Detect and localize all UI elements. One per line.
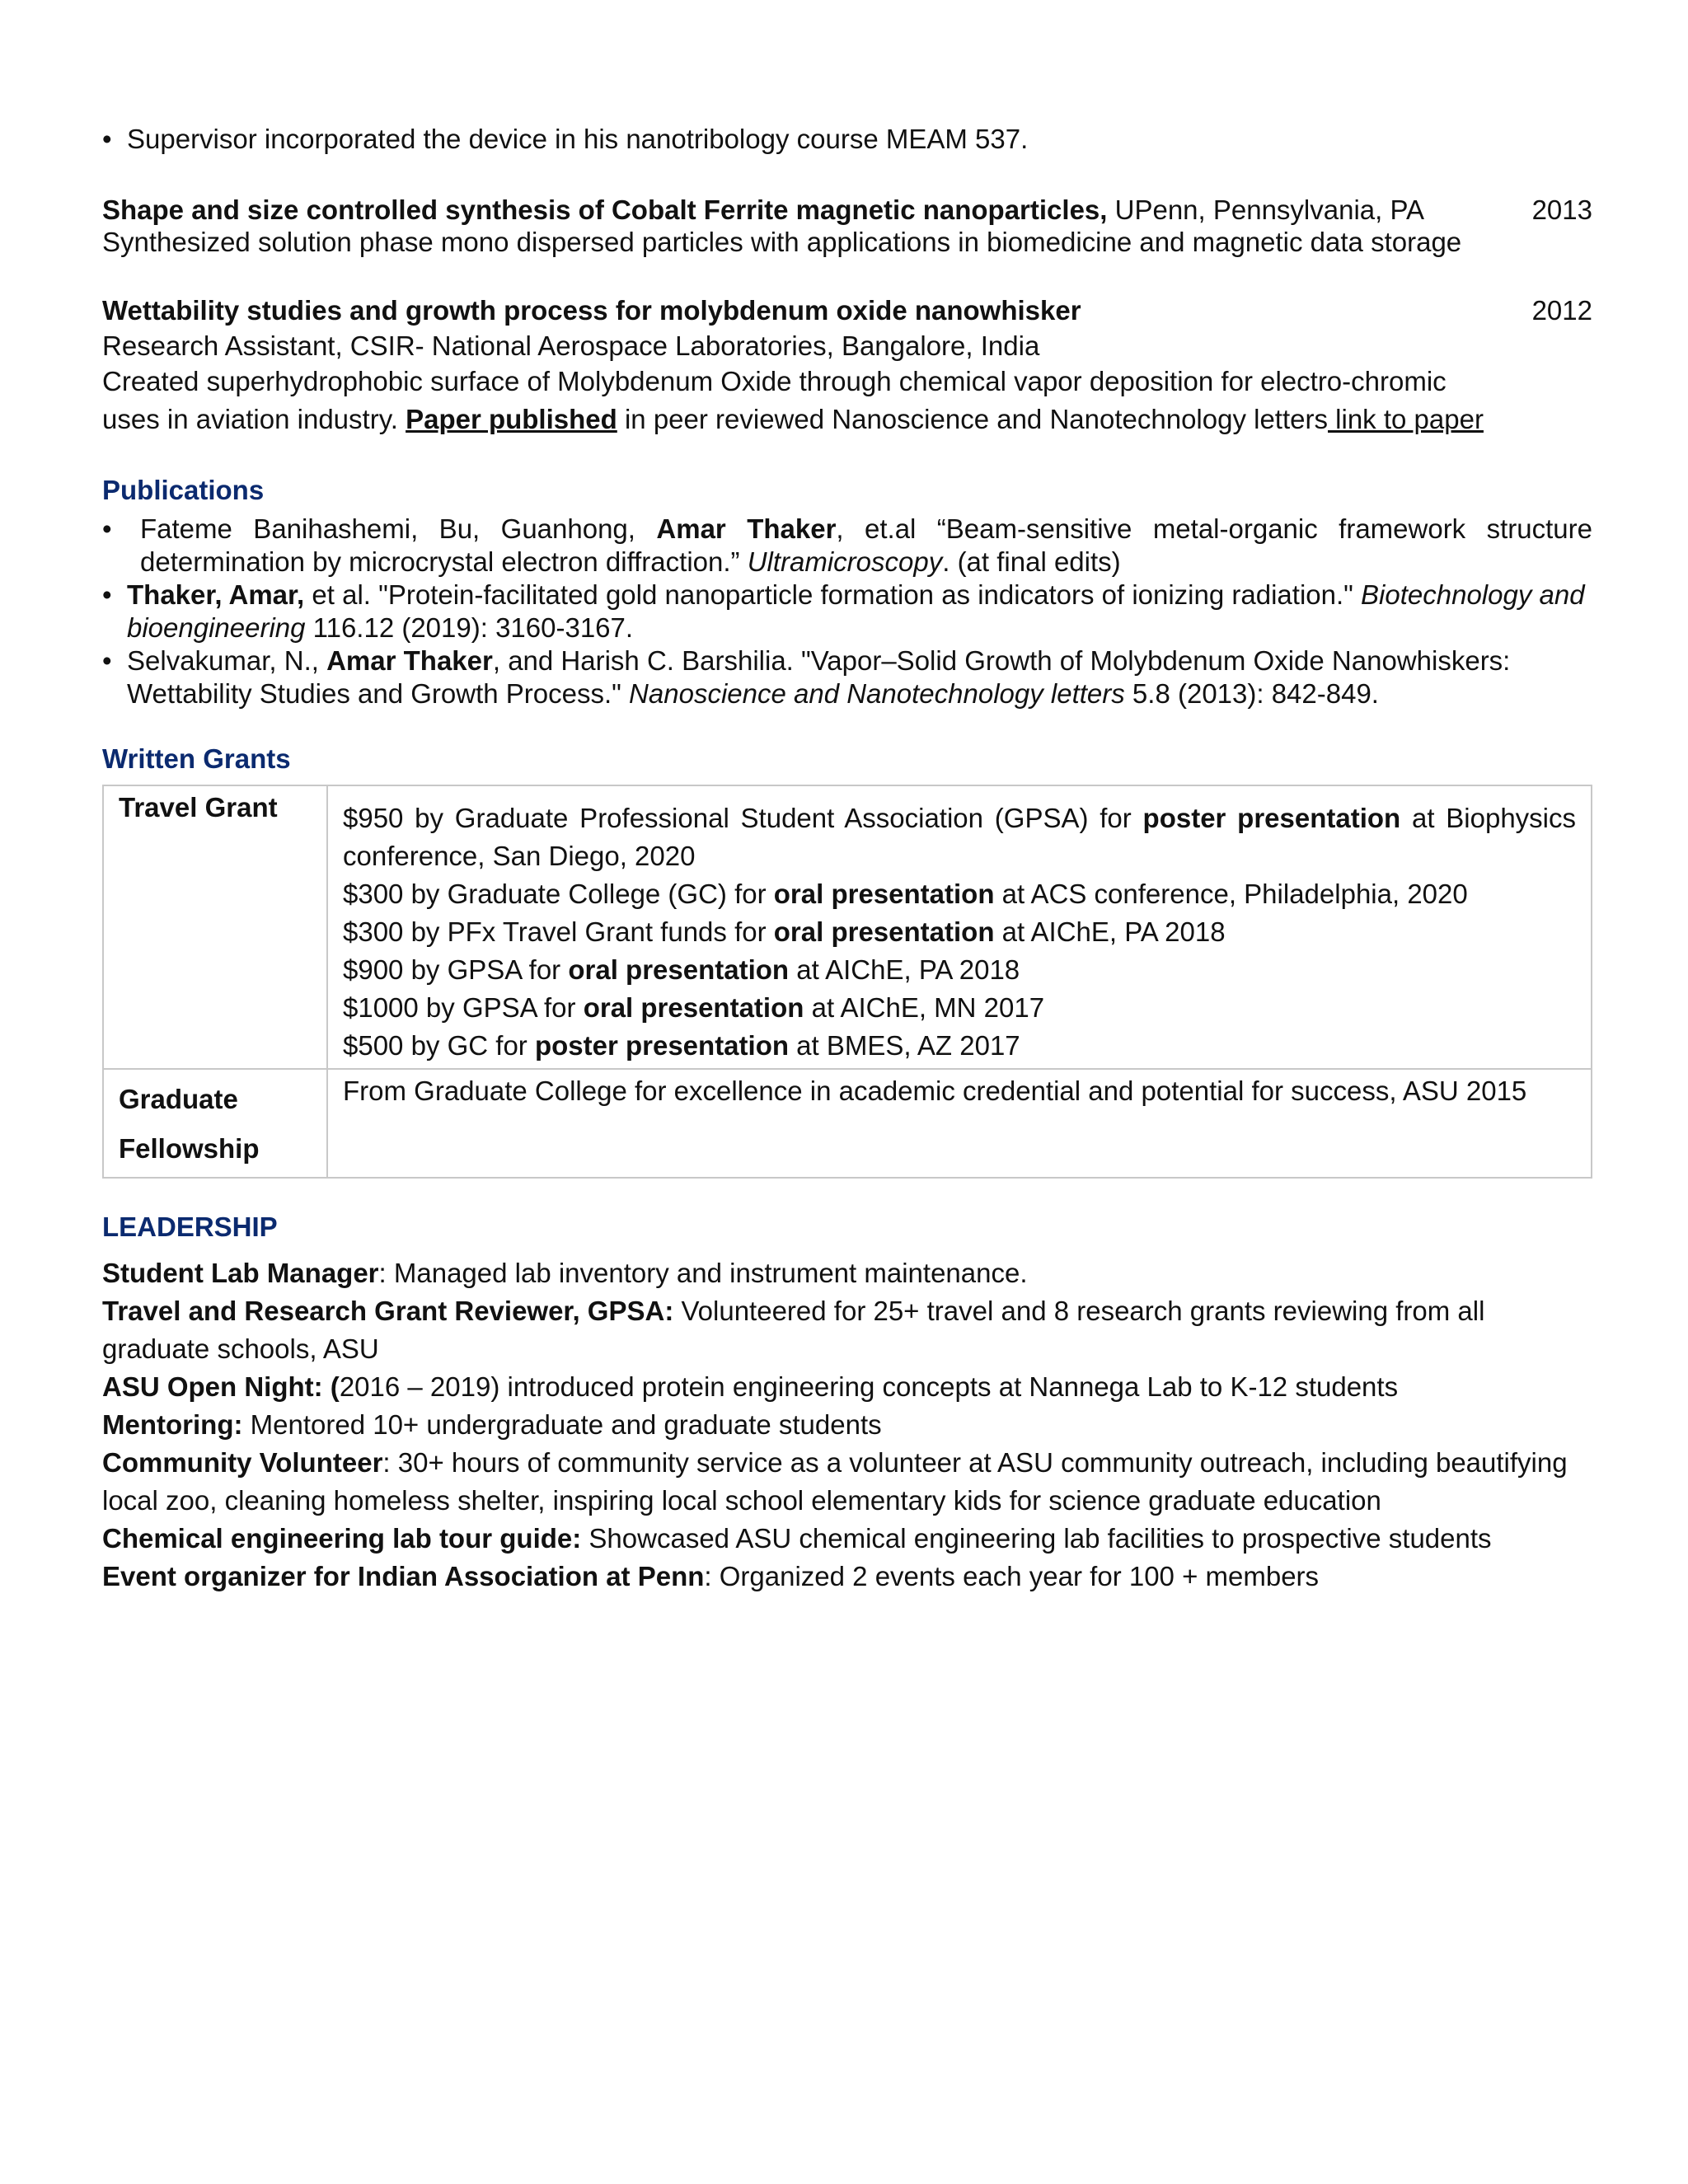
leadership-item: Student Lab Manager: Managed lab inventory and instrument maintenance. (102, 1258, 1028, 1288)
intro-bullet (102, 120, 1592, 158)
leadership-item: Mentoring: Mentored 10+ undergraduate and graduate students (102, 1409, 882, 1440)
project-header (102, 292, 1592, 330)
graduate-fellowship-details: From Graduate College for excellence in academic credential and potential for success, ASU 2015 (327, 1069, 1592, 1178)
project-role: Research Assistant, CSIR- National Aerospace Laboratories, Bangalore, India (102, 330, 1040, 361)
project-title: Wettability studies and growth process for molybdenum oxide nanowhisker (102, 295, 1081, 326)
bullet-icon: • (102, 513, 112, 544)
grant-line: $900 by GPSA for oral presentation at AIChE, PA 2018 (343, 954, 1020, 985)
leadership-item: Chemical engineering lab tour guide: Showcased ASU chemical engineering lab facilities to prospective students (102, 1523, 1492, 1554)
grant-line: $1000 by GPSA for oral presentation at AIChE, MN 2017 (343, 992, 1045, 1023)
grant-line: $500 by GC for poster presentation at BMES, AZ 2017 (343, 1030, 1020, 1061)
project-description: Synthesized solution phase mono dispersed particles with applications in biomedicine and magnetic data storage (102, 227, 1462, 257)
travel-grant-label: Travel Grant (103, 785, 327, 1069)
grants-table (102, 785, 1592, 1179)
project-description-line-2: uses in aviation industry. Paper published in peer reviewed Nanoscience and Nanotechnology letters link to paper (102, 404, 1484, 434)
leadership-list (102, 1254, 1592, 1596)
project-title: Shape and size controlled synthesis of Cobalt Ferrite magnetic nanoparticles, (102, 194, 1108, 225)
table-row (103, 785, 1592, 1069)
travel-grant-details (327, 785, 1592, 1069)
publication-item: • Selvakumar, N., Amar Thaker, and Harish C. Barshilia. "Vapor–Solid Growth of Molybdenum Oxide Nanowhiskers: Wettability Studies and Growth Process." Nanoscience and Nanotechnology letters 5.8 (2013): 842-849. (102, 645, 1511, 709)
resume-page (102, 120, 1592, 1596)
journal-name: Nanoscience and Nanotechnology letters (629, 678, 1125, 709)
publications-heading: Publications (102, 475, 265, 505)
project-molybdenum (102, 292, 1592, 438)
table-row (103, 1069, 1592, 1178)
written-grants-heading: Written Grants (102, 743, 291, 774)
author-name: Amar Thaker (326, 645, 493, 676)
bullet-icon: • (102, 124, 112, 154)
project-cobalt-ferrite (102, 191, 1592, 259)
bullet-icon: • (102, 645, 112, 676)
grant-line: $950 by Graduate Professional Student Association (GPSA) for poster presentation at Biophysics conference, San Diego, 2020 (343, 803, 1577, 871)
grant-line: $300 by PFx Travel Grant funds for oral presentation at AIChE, PA 2018 (343, 916, 1226, 947)
link-to-paper[interactable]: link to paper (1328, 404, 1484, 434)
journal-name: Ultramicroscopy (747, 546, 943, 577)
intro-bullet-text: Supervisor incorporated the device in his nanotribology course MEAM 537. (127, 124, 1029, 154)
bullet-icon: • (102, 579, 112, 610)
project-location: UPenn, Pennsylvania, PA (1107, 194, 1425, 225)
leadership-heading: LEADERSHIP (102, 1212, 278, 1242)
project-description-line-1: Created superhydrophobic surface of Molybdenum Oxide through chemical vapor deposition for electro-chromic (102, 366, 1447, 396)
author-name: Amar Thaker (656, 513, 837, 544)
paper-published-label: Paper published (406, 404, 617, 434)
publication-item: • Thaker, Amar, et al. "Protein-facilitated gold nanoparticle formation as indicators of ionizing radiation." Biotechnology and bioengineering 116.12 (2019): 3160-3167. (102, 579, 1585, 643)
graduate-fellowship-label: Graduate Fellowship (103, 1069, 327, 1178)
grant-line: $300 by Graduate College (GC) for oral presentation at ACS conference, Philadelphia, 2020 (343, 879, 1468, 909)
leadership-item: Travel and Research Grant Reviewer, GPSA: Volunteered for 25+ travel and 8 research grants reviewing from all graduate schools, ASU (102, 1296, 1485, 1364)
publication-item: • Fateme Banihashemi, Bu, Guanhong, Amar Thaker, et.al “Beam-sensitive metal-organic framework structure determination by microcrystal electron diffraction.” Ultramicroscopy. (at final edits) (102, 513, 1592, 577)
author-name: Thaker, Amar, (127, 579, 305, 610)
project-year: 2013 (1531, 194, 1592, 225)
leadership-item: Community Volunteer: 30+ hours of community service as a volunteer at ASU community outreach, including beautifying local zoo, cleaning homeless shelter, inspiring local school elementary kids for science graduate education (102, 1447, 1568, 1516)
leadership-item: ASU Open Night: (2016 – 2019) introduced protein engineering concepts at Nannega Lab to K-12 students (102, 1371, 1399, 1402)
leadership-item: Event organizer for Indian Association at Penn: Organized 2 events each year for 100 + members (102, 1561, 1320, 1591)
journal-name: Biotechnology and bioengineering (127, 579, 1585, 643)
project-header (102, 191, 1592, 229)
publications-list (102, 513, 1592, 710)
project-year: 2012 (1531, 295, 1592, 326)
